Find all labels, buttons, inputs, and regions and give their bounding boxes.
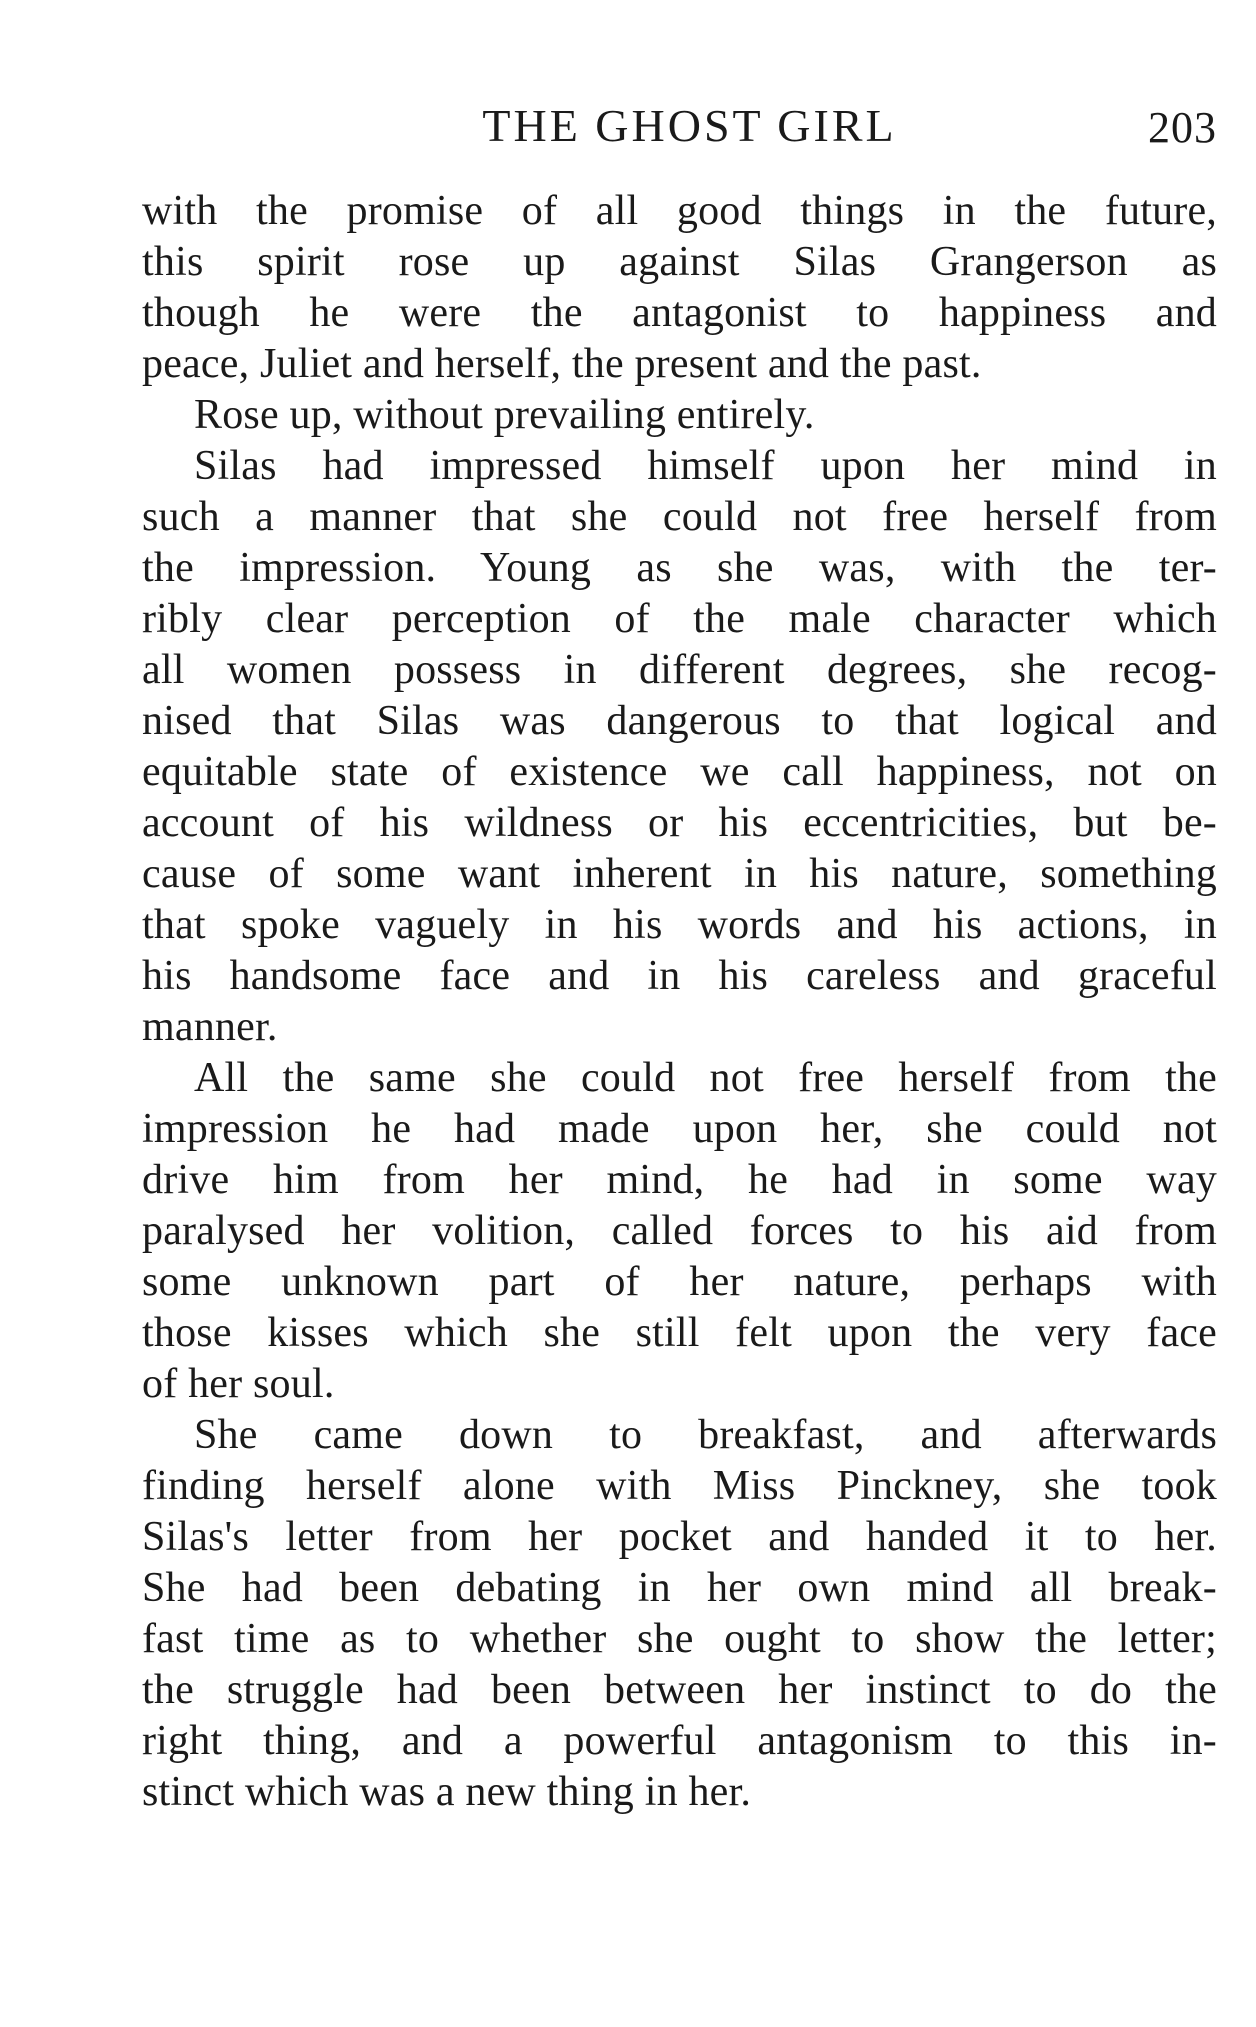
text-line: right thing, and a powerful antagonism to this in-	[142, 1718, 1217, 1764]
text-line: stinct which was a new thing in her.	[142, 1769, 752, 1815]
text-line: though he were the antagonist to happiness and	[142, 290, 1217, 336]
text-line: Silas's letter from her pocket and handed it to her.	[142, 1514, 1217, 1560]
text-line: fast time as to whether she ought to show the letter;	[142, 1616, 1217, 1662]
text-line: nised that Silas was dangerous to that logical and	[142, 698, 1217, 744]
text-line: All the same she could not free herself from the	[194, 1055, 1217, 1101]
text-line: drive him from her mind, he had in some way	[142, 1157, 1217, 1203]
text-line: such a manner that she could not free herself from	[142, 494, 1217, 540]
text-line: his handsome face and in his careless and graceful	[142, 953, 1217, 999]
text-line: paralysed her volition, called forces to his aid from	[142, 1208, 1217, 1254]
text-line: She came down to breakfast, and afterwards	[194, 1412, 1217, 1458]
text-line: manner.	[142, 1004, 278, 1050]
text-line: with the promise of all good things in the future,	[142, 188, 1217, 234]
text-line: cause of some want inherent in his nature, something	[142, 851, 1217, 897]
text-line: the struggle had been between her instinct to do the	[142, 1667, 1217, 1713]
text-line: finding herself alone with Miss Pinckney, she took	[142, 1463, 1217, 1509]
text-line: Silas had impressed himself upon her mind in	[194, 443, 1217, 489]
body-text	[142, 186, 1217, 1818]
running-head	[142, 96, 1217, 156]
text-line: equitable state of existence we call happiness, not on	[142, 749, 1217, 795]
text-line: Rose up, without prevailing entirely.	[194, 392, 815, 438]
text-line: of her soul.	[142, 1361, 335, 1407]
text-line: She had been debating in her own mind all break-	[142, 1565, 1217, 1611]
text-line: this spirit rose up against Silas Grangerson as	[142, 239, 1217, 285]
page-number: 203	[1148, 103, 1217, 152]
text-line: peace, Juliet and herself, the present and the past.	[142, 341, 982, 387]
text-line: account of his wildness or his eccentricities, but be-	[142, 800, 1217, 846]
text-line: those kisses which she still felt upon the very face	[142, 1310, 1217, 1356]
text-line: the impression. Young as she was, with the ter-	[142, 545, 1217, 591]
text-line: that spoke vaguely in his words and his actions, in	[142, 902, 1217, 948]
text-line: ribly clear perception of the male character which	[142, 596, 1217, 642]
text-line: impression he had made upon her, she could not	[142, 1106, 1217, 1152]
running-title: THE GHOST GIRL	[482, 100, 897, 151]
text-line: all women possess in different degrees, she recog-	[142, 647, 1217, 693]
text-line: some unknown part of her nature, perhaps with	[142, 1259, 1217, 1305]
